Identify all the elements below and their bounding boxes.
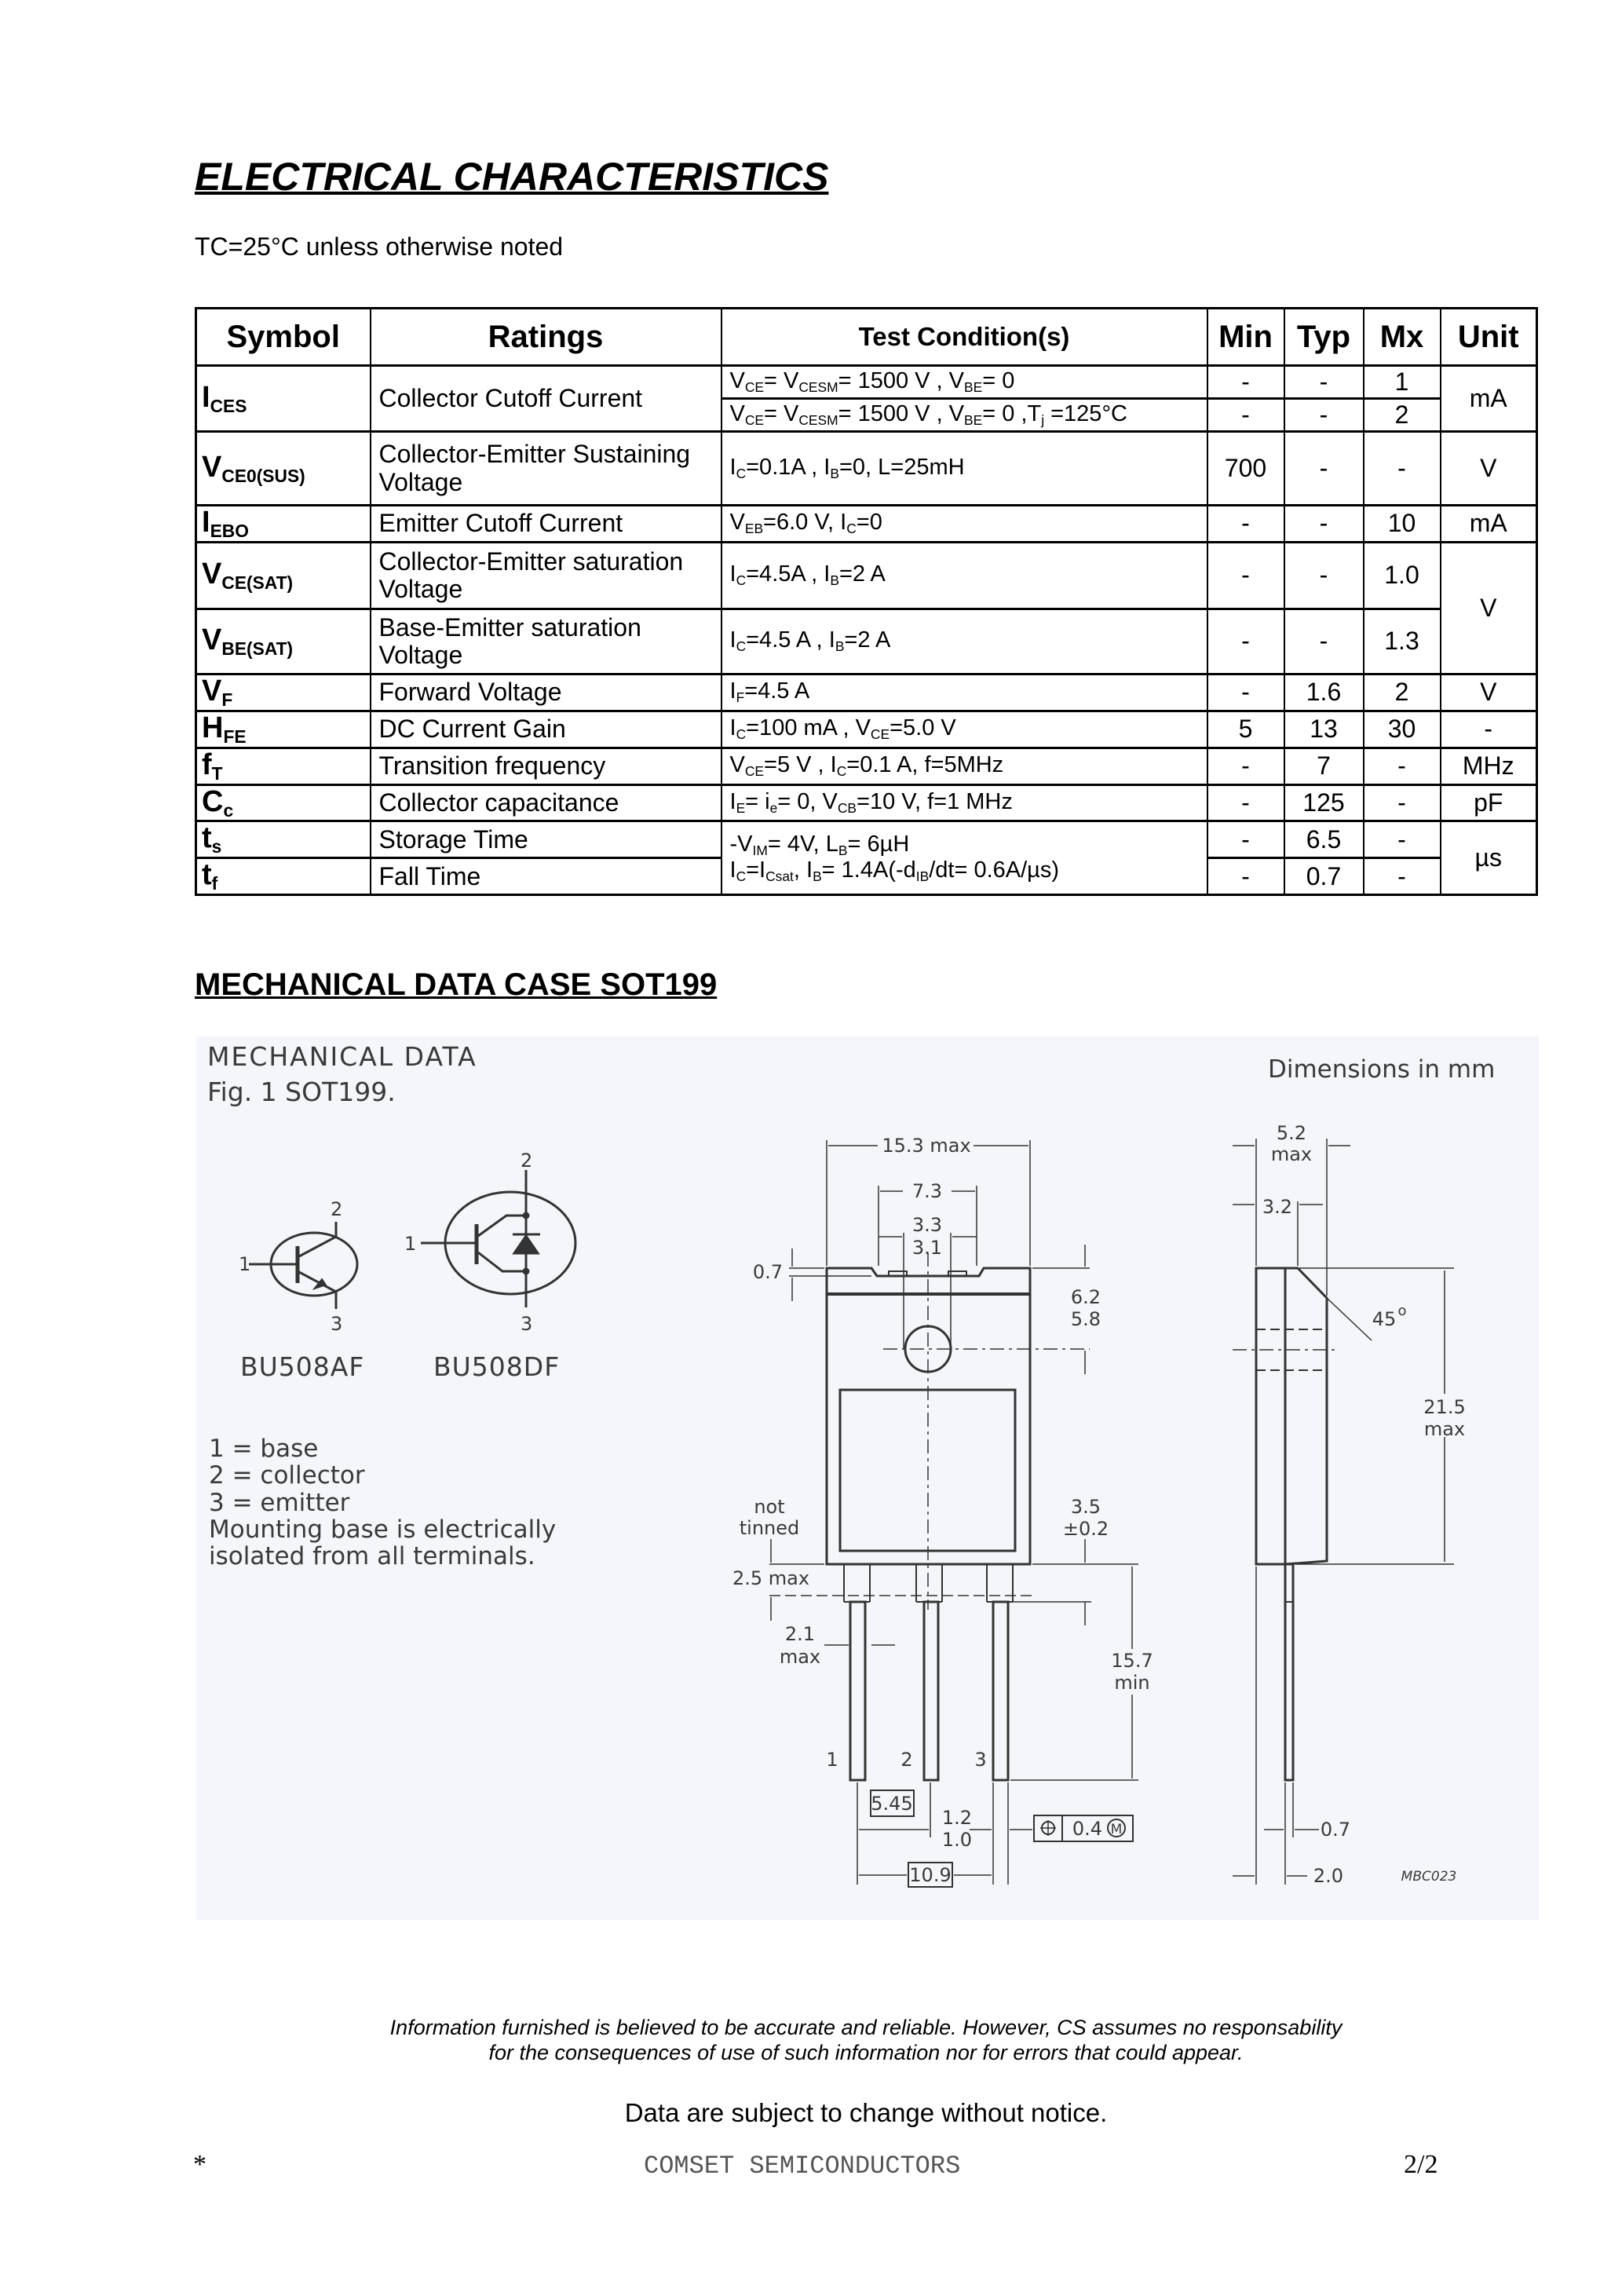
condition-text: =4.5 A: [744, 678, 810, 704]
condition-text: =0, L=25mH: [838, 454, 965, 480]
condition-subscript: C: [846, 521, 857, 537]
unit-cell: -: [1441, 711, 1537, 748]
table-row: [196, 366, 1537, 399]
bu508af-label: BU508AF: [240, 1351, 365, 1382]
min-cell: -: [1207, 821, 1284, 858]
typ-cell: -: [1284, 399, 1364, 432]
rating-cell: Collector capacitance: [371, 784, 721, 821]
table-row: [196, 748, 1537, 784]
dim-label: min: [1114, 1672, 1150, 1694]
symbol-cell: $V_F$: [196, 674, 371, 711]
condition-text: = 1.4A(-d: [821, 857, 916, 883]
condition-text: V: [729, 367, 745, 393]
min-cell: -: [1207, 748, 1284, 784]
header-symbol: Symbol: [196, 309, 371, 366]
condition-text: -V: [729, 831, 753, 857]
min-cell: 5: [1207, 711, 1284, 748]
legend-line: 1 = base: [209, 1435, 319, 1463]
dim-label: 3.5: [1070, 1496, 1101, 1518]
rating-cell: Collector-Emitter saturation Voltage: [371, 542, 721, 609]
table-row: [196, 432, 1537, 506]
tolerance-modifier: M: [1110, 1822, 1123, 1837]
condition-text: =100 mA , V: [746, 715, 871, 741]
condition-subscript: EB: [744, 521, 764, 537]
max-cell: 1.3: [1364, 609, 1441, 674]
figure-title: MECHANICAL DATA: [207, 1041, 477, 1072]
condition-subscript: C: [736, 638, 747, 655]
table-header-row: [196, 309, 1537, 366]
pin-label: 2: [331, 1198, 343, 1220]
symbol-cell: $V_{CE(SAT)}$: [196, 542, 371, 609]
header-max: Mx: [1364, 309, 1441, 366]
condition-subscript: CE: [744, 379, 765, 396]
condition-subscript: C: [836, 763, 847, 780]
condition-text: = 6µH: [847, 831, 910, 857]
max-cell: 30: [1364, 711, 1441, 748]
legend-line: isolated from all terminals.: [209, 1542, 535, 1570]
dim-label: 7.3: [911, 1180, 943, 1202]
typ-cell: -: [1284, 542, 1364, 609]
dim-label: 3.1: [911, 1237, 943, 1259]
symbol-cell: $V_{BE(SAT)}$: [196, 609, 371, 674]
unit-cell: mA: [1441, 506, 1537, 543]
disclaimer-line-2: for the consequences of use of such information nor for errors that could appear.: [488, 2041, 1244, 2064]
table-row: [196, 711, 1537, 748]
condition-subscript: F: [736, 689, 745, 706]
condition-subscript: BE: [964, 379, 983, 396]
condition-text: =4.5 A , I: [746, 627, 835, 653]
condition-text: = 0, V: [777, 788, 838, 814]
symbol-cell: $C_c$: [196, 784, 371, 821]
typ-cell: 125: [1284, 784, 1364, 821]
unit-cell: pF: [1441, 784, 1537, 821]
table-row: [196, 506, 1537, 543]
condition-text: /dt= 0.6A/µs): [929, 857, 1060, 883]
lead-number: 3: [974, 1749, 987, 1771]
condition-text: = V: [764, 400, 799, 426]
dim-label: 6.2: [1070, 1286, 1101, 1308]
min-cell: -: [1207, 506, 1284, 543]
condition-subscript: C: [736, 868, 747, 885]
condition-subscript: Csat: [765, 868, 794, 885]
condition-cell: [721, 432, 1207, 506]
symbol-cell: $f_T$: [196, 748, 371, 784]
unit-cell: V: [1441, 674, 1537, 711]
dim-label: 10.9: [909, 1864, 952, 1886]
condition-text: = 0 ,T: [982, 400, 1042, 426]
dim-label: 15.3 max: [882, 1135, 971, 1157]
condition-cell: [721, 366, 1207, 399]
dim-label: tinned: [739, 1517, 800, 1539]
dim-label: max: [779, 1646, 821, 1668]
dim-label: 2.0: [1313, 1865, 1344, 1887]
condition-text: =5.0 V: [890, 715, 956, 741]
dim-label: 1.2: [941, 1807, 973, 1829]
table-row: [196, 542, 1537, 609]
pin-label: 3: [331, 1313, 343, 1335]
condition-text: =4.5A , I: [746, 561, 831, 587]
condition-subscript: e: [769, 800, 778, 817]
condition-subscript: CE: [870, 726, 890, 743]
condition-cell: [721, 542, 1207, 609]
dim-label: 21.5: [1423, 1396, 1466, 1418]
condition-text: =10 V, f=1 MHz: [857, 788, 1013, 814]
dim-label: 15.7: [1111, 1650, 1153, 1672]
bu508df-label: BU508DF: [433, 1351, 561, 1382]
condition-subscript: IB: [915, 868, 930, 885]
dim-label: 3.3: [911, 1214, 943, 1236]
min-cell: -: [1207, 858, 1284, 895]
legend-line: 2 = collector: [209, 1461, 365, 1490]
condition-text: =6.0 V, I: [763, 510, 847, 536]
angle-label: 45: [1372, 1308, 1397, 1330]
pin-label: 1: [239, 1253, 251, 1275]
dim-label: 5.2: [1276, 1122, 1307, 1144]
max-cell: 1: [1364, 366, 1441, 399]
condition-text: V: [729, 751, 745, 777]
min-cell: -: [1207, 784, 1284, 821]
condition-text: V: [729, 510, 745, 536]
dim-label: not: [754, 1496, 785, 1518]
dim-label: max: [1423, 1418, 1466, 1440]
pin-label: 3: [521, 1313, 533, 1335]
table-row: [196, 784, 1537, 821]
footer-star: *: [193, 2150, 206, 2179]
rating-cell: Forward Voltage: [371, 674, 721, 711]
condition-text: , I: [793, 857, 813, 883]
min-cell: -: [1207, 542, 1284, 609]
condition-subscript: C: [736, 466, 747, 482]
max-cell: 2: [1364, 399, 1441, 432]
dim-label: 0.7: [752, 1261, 784, 1283]
condition-text: = i: [745, 788, 770, 814]
lead-number: 1: [826, 1749, 838, 1771]
condition-text: I: [729, 857, 736, 883]
condition-subscript: B: [838, 842, 848, 858]
unit-cell: V: [1441, 432, 1537, 506]
condition-text: = 4V, L: [767, 831, 838, 857]
unit-cell: µs: [1441, 821, 1537, 895]
rating-cell: Base-Emitter saturation Voltage: [371, 609, 721, 674]
condition-subscript: C: [736, 726, 747, 743]
footer-company: COMSET SEMICONDUCTORS: [644, 2152, 961, 2181]
dim-label: 0.7: [1320, 1819, 1351, 1841]
typ-cell: 6.5: [1284, 821, 1364, 858]
figure-caption: Fig. 1 SOT199.: [207, 1077, 396, 1107]
condition-text: I: [729, 561, 736, 587]
condition-text: = 1500 V , V: [838, 367, 965, 393]
page-number: 2/2: [1404, 2150, 1438, 2179]
unit-cell: V: [1441, 542, 1537, 674]
typ-cell: -: [1284, 366, 1364, 399]
condition-text: = 0: [982, 367, 1015, 393]
condition-text: I: [729, 788, 736, 814]
rating-cell: Collector Cutoff Current: [371, 366, 721, 432]
condition-cell: [721, 506, 1207, 543]
max-cell: -: [1364, 821, 1441, 858]
unit-cell: mA: [1441, 366, 1537, 432]
condition-text: = V: [764, 367, 799, 393]
dim-label: 3.2: [1262, 1196, 1293, 1218]
dim-label: 5.8: [1070, 1308, 1101, 1330]
lead-number: 2: [901, 1749, 913, 1771]
pin-label: 1: [404, 1233, 417, 1255]
condition-text: I: [729, 454, 736, 480]
condition-text: =0.1 A, f=5MHz: [846, 751, 1004, 777]
table-row: [196, 609, 1537, 674]
condition-text: I: [729, 678, 736, 704]
change-notice: Data are subject to change without notice.: [624, 2098, 1108, 2127]
condition-subscript: B: [813, 868, 822, 885]
condition-subscript: C: [736, 572, 747, 589]
drawing-code: MBC023: [1401, 1869, 1457, 1885]
typ-cell: -: [1284, 609, 1364, 674]
max-cell: -: [1364, 858, 1441, 895]
max-cell: -: [1364, 784, 1441, 821]
header-typ: Typ: [1284, 309, 1364, 366]
condition-subscript: CB: [837, 800, 857, 817]
condition-text: I: [729, 627, 736, 653]
condition-subscript: E: [736, 800, 746, 817]
dim-label: max: [1270, 1143, 1313, 1165]
condition-subscript: CESM: [798, 379, 838, 396]
typ-cell: 13: [1284, 711, 1364, 748]
dim-label: 1.0: [941, 1829, 973, 1851]
condition-cell: [721, 674, 1207, 711]
rating-cell: Storage Time: [371, 821, 721, 858]
rating-cell: Emitter Cutoff Current: [371, 506, 721, 543]
condition-text: =125°C: [1044, 400, 1127, 426]
dim-label: 5.45: [871, 1793, 913, 1815]
symbol-cell: $I_{CES}$: [196, 366, 371, 432]
condition-cell: [721, 748, 1207, 784]
condition-cell: [721, 609, 1207, 674]
table-row: [196, 821, 1537, 858]
max-cell: -: [1364, 748, 1441, 784]
condition-cell: [721, 399, 1207, 432]
rating-cell: Collector-Emitter Sustaining Voltage: [371, 432, 721, 506]
dim-label: 2.1: [784, 1623, 816, 1645]
condition-text: =I: [746, 857, 766, 883]
table-row: [196, 674, 1537, 711]
mechanical-data-heading: MECHANICAL DATA CASE SOT199: [195, 967, 718, 1002]
min-cell: -: [1207, 674, 1284, 711]
legend-line: 3 = emitter: [209, 1489, 350, 1517]
units-note: Dimensions in mm: [1268, 1055, 1496, 1084]
rating-cell: Fall Time: [371, 858, 721, 895]
condition-subscript: BE: [964, 412, 983, 429]
disclaimer-line-1: Information furnished is believed to be accurate and reliable. However, CS assumes no responsability: [389, 2016, 1343, 2039]
pin-label: 2: [521, 1150, 533, 1172]
condition-subscript: B: [835, 638, 845, 655]
typ-cell: 1.6: [1284, 674, 1364, 711]
condition-cell: [721, 711, 1207, 748]
tolerance-value: 0.4: [1072, 1818, 1103, 1840]
min-cell: -: [1207, 366, 1284, 399]
condition-text: I: [729, 715, 736, 741]
max-cell: 2: [1364, 674, 1441, 711]
symbol-cell: $t_f$: [196, 858, 371, 895]
typ-cell: 7: [1284, 748, 1364, 784]
condition-text: =0: [856, 510, 882, 536]
dim-label: ±0.2: [1062, 1518, 1109, 1540]
symbol-cell: $I_{EBO}$: [196, 506, 371, 543]
condition-subscript: B: [830, 572, 839, 589]
rating-cell: Transition frequency: [371, 748, 721, 784]
condition-subscript: CE: [744, 412, 765, 429]
typ-cell: -: [1284, 432, 1364, 506]
header-min: Min: [1207, 309, 1284, 366]
symbol-cell: $V_{CE0(SUS)}$: [196, 432, 371, 506]
condition-text: = 1500 V , V: [838, 400, 965, 426]
symbol-cell: $H_{FE}$: [196, 711, 371, 748]
temperature-note: TC=25°C unless otherwise noted: [195, 232, 564, 261]
max-cell: 10: [1364, 506, 1441, 543]
condition-text: V: [729, 400, 745, 426]
condition-cell: [721, 784, 1207, 821]
typ-cell: -: [1284, 506, 1364, 543]
condition-subscript: CESM: [798, 412, 838, 429]
degree-mark: o: [1397, 1303, 1407, 1319]
min-cell: 700: [1207, 432, 1284, 506]
max-cell: -: [1364, 432, 1441, 506]
min-cell: -: [1207, 609, 1284, 674]
sot199-mechanical-drawing: [196, 1036, 1539, 1920]
condition-text: =2 A: [844, 627, 891, 653]
condition-text: =2 A: [838, 561, 886, 587]
condition-text: =0.1A , I: [746, 454, 831, 480]
electrical-characteristics-table: [195, 307, 1538, 896]
condition-cell: [721, 821, 1207, 895]
legend-line: Mounting base is electrically: [209, 1515, 557, 1544]
section-title: ELECTRICAL CHARACTERISTICS: [195, 155, 829, 199]
drawing-background: [196, 1036, 1539, 1920]
header-unit: Unit: [1441, 309, 1537, 366]
typ-cell: 0.7: [1284, 858, 1364, 895]
condition-subscript: B: [830, 466, 839, 482]
dim-label: 2.5 max: [732, 1567, 810, 1589]
condition-subscript: j: [1041, 412, 1045, 429]
min-cell: -: [1207, 399, 1284, 432]
condition-subscript: CE: [744, 763, 765, 780]
rating-cell: DC Current Gain: [371, 711, 721, 748]
condition-text: =5 V , I: [764, 751, 837, 777]
header-ratings: Ratings: [371, 309, 721, 366]
condition-subscript: IM: [752, 842, 768, 858]
unit-cell: MHz: [1441, 748, 1537, 784]
max-cell: 1.0: [1364, 542, 1441, 609]
header-test-conditions: Test Condition(s): [721, 309, 1207, 366]
symbol-cell: $t_s$: [196, 821, 371, 858]
